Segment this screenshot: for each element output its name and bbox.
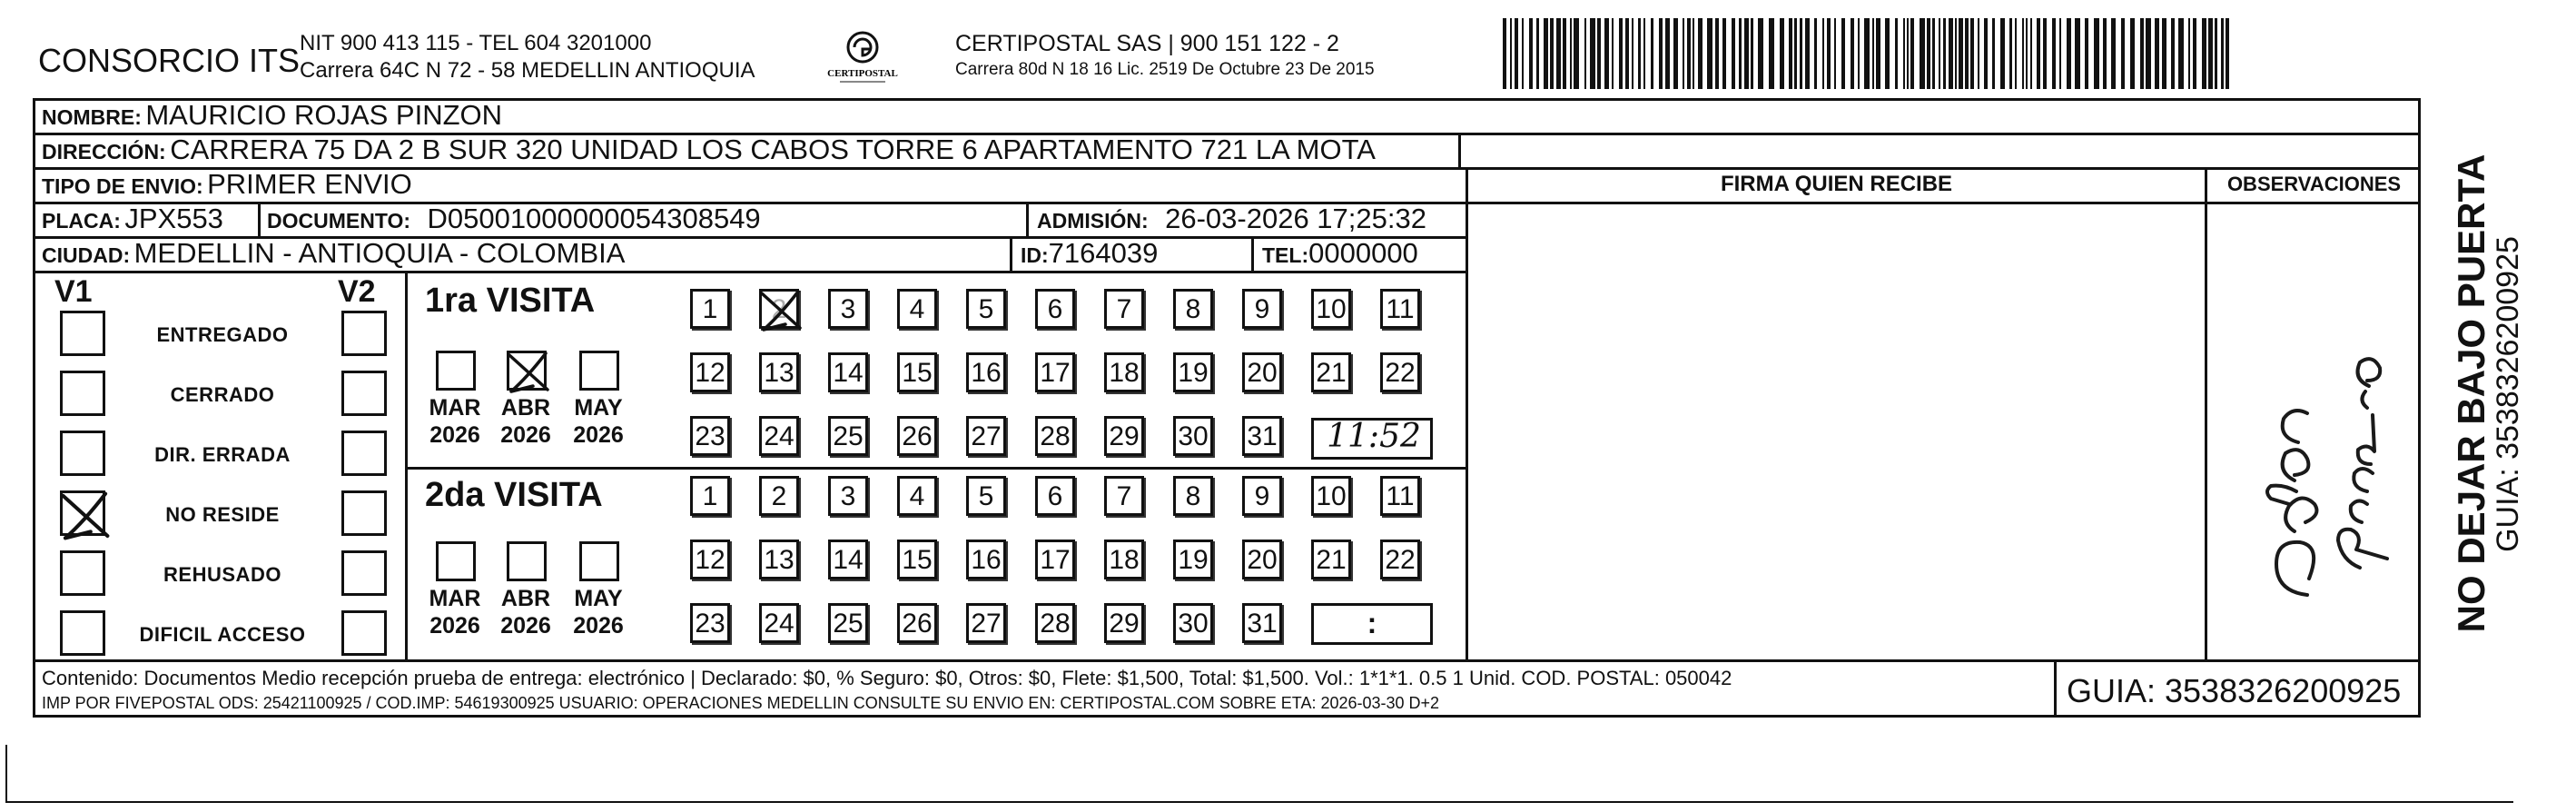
status-label: ENTREGADO <box>156 323 289 346</box>
second-visit-day[interactable]: 20 <box>1242 540 1282 579</box>
barcode-bar <box>1604 18 1609 89</box>
barcode-bar <box>1707 18 1712 89</box>
admision-value: 26-03-2026 17;25:32 <box>1165 203 1426 234</box>
tel-field <box>1262 236 1418 271</box>
status-label: DIR. ERRADA <box>154 443 291 466</box>
second-visit-day[interactable]: 9 <box>1242 476 1282 516</box>
barcode-bar <box>2226 18 2229 89</box>
barcode-bar <box>2111 18 2116 89</box>
first-visit-time: 11:52 <box>1327 418 1421 455</box>
tel-label: TEL: <box>1262 243 1309 267</box>
barcode-bar <box>1529 18 1533 89</box>
second-visit-day[interactable]: 1 <box>690 476 730 516</box>
placa-label: PLACA: <box>42 209 121 233</box>
first-visit-day[interactable]: 6 <box>1035 289 1075 329</box>
tipo-envio-value: PRIMER ENVIO <box>207 168 412 200</box>
first-visit-day[interactable]: 30 <box>1173 416 1213 456</box>
second-visit-month-year: 2026 <box>573 613 624 639</box>
first-visit-month-checkbox[interactable] <box>436 351 476 391</box>
documento-label: DOCUMENTO: <box>267 209 411 233</box>
barcode-bar <box>1722 18 1726 89</box>
second-visit-month-checkbox[interactable] <box>436 541 476 581</box>
barcode-bar <box>2026 18 2028 89</box>
first-visit-day[interactable]: 9 <box>1242 289 1282 329</box>
barcode-bar <box>1544 18 1548 89</box>
first-visit-day[interactable]: 31 <box>1242 416 1282 456</box>
barcode-bar <box>1822 18 1824 89</box>
barcode-bar <box>2094 18 2099 89</box>
admision-field <box>1037 202 1426 236</box>
second-visit-day[interactable]: 26 <box>897 603 937 643</box>
barcode-bar <box>2009 18 2012 89</box>
barcode-bar <box>1612 18 1614 89</box>
barcode-bar <box>1992 18 1995 89</box>
barcode-bar <box>2146 18 2151 89</box>
barcode-bar <box>1834 18 1836 89</box>
v2-checkbox[interactable] <box>341 371 387 416</box>
tel-value: 0000000 <box>1308 237 1418 269</box>
barcode-bar <box>2052 18 2056 89</box>
placa-value: JPX553 <box>124 203 223 234</box>
first-visit-day[interactable]: 4 <box>897 289 937 329</box>
first-visit-month-year: 2026 <box>500 422 551 448</box>
second-visit-time: : <box>1367 607 1377 639</box>
barcode-bar <box>2000 18 2005 89</box>
company-address: Carrera 64C N 72 - 58 MEDELLIN ANTIOQUIA <box>300 58 755 83</box>
observations-area[interactable] <box>2207 204 2421 659</box>
second-visit-month-checkbox[interactable] <box>579 541 619 581</box>
second-visit-day[interactable]: 27 <box>966 603 1006 643</box>
barcode-bar <box>1590 18 1595 89</box>
barcode-bar <box>1920 18 1925 89</box>
first-visit-month-label: MAR <box>429 395 481 421</box>
v2-checkbox[interactable] <box>341 431 387 476</box>
barcode-bar <box>1895 18 1898 89</box>
check-x-icon <box>506 350 551 395</box>
second-visit-month-checkbox[interactable] <box>507 541 547 581</box>
first-visit-day[interactable]: 23 <box>690 416 730 456</box>
barcode-bar <box>2178 18 2184 89</box>
footer-imp: IMP POR FIVEPOSTAL ODS: 25421100925 / COD.IMP: 54619300925 USUARIO: OPERACIONES MEDELLIN CONSULTE SU ENVIO EN: CERTIPOSTAL.COM SOBRE ETA: 2026-03-30 D+2 <box>42 694 1440 712</box>
barcode-bar <box>1780 18 1784 89</box>
observaciones-header: OBSERVACIONES <box>2226 173 2402 195</box>
first-visit-day[interactable]: 19 <box>1173 352 1213 392</box>
first-visit-day[interactable]: 15 <box>897 352 937 392</box>
barcode-bar <box>1984 18 1988 89</box>
barcode-bar <box>1970 18 1974 89</box>
first-visit-title: 1ra VISITA <box>425 282 596 320</box>
barcode-bar <box>1827 18 1831 89</box>
second-visit-day[interactable]: 7 <box>1104 476 1144 516</box>
second-visit-day[interactable]: 19 <box>1173 540 1213 579</box>
barcode-bar <box>1744 18 1749 89</box>
first-visit-day[interactable]: 27 <box>966 416 1006 456</box>
firma-header: FIRMA QUIEN RECIBE <box>1720 172 1953 196</box>
barcode-bar <box>1673 18 1678 89</box>
first-visit-month-checkbox[interactable] <box>507 351 547 391</box>
second-visit-month-label: ABR <box>500 586 551 611</box>
barcode-bar <box>1978 18 1979 89</box>
courier-name: CERTIPOSTAL SAS | 900 151 122 - 2 <box>955 31 1339 56</box>
barcode-bar <box>2215 18 2217 89</box>
v2-header: V2 <box>338 274 376 309</box>
barcode-bar <box>2067 18 2071 89</box>
first-visit-day[interactable]: 28 <box>1035 416 1075 456</box>
first-visit-day[interactable]: 29 <box>1104 416 1144 456</box>
barcode-bar <box>1927 18 1930 89</box>
second-visit-day[interactable]: 18 <box>1104 540 1144 579</box>
guia-vertical: GUIA: 3538326200925 <box>2491 236 2525 552</box>
first-visit-day[interactable]: 5 <box>966 289 1006 329</box>
ciudad-value: MEDELLIN - ANTIOQUIA - COLOMBIA <box>133 237 626 269</box>
barcode-bar <box>2208 18 2213 89</box>
barcode-bar <box>1503 18 1506 89</box>
barcode-bar <box>1758 18 1763 89</box>
second-visit-day[interactable]: 28 <box>1035 603 1075 643</box>
barcode-graphic <box>1503 18 2229 89</box>
scan-edge-left <box>5 745 7 803</box>
barcode-bar <box>2103 18 2107 89</box>
barcode-bar <box>1715 18 1719 89</box>
v1-checkbox[interactable] <box>60 311 105 356</box>
barcode-bar <box>1683 18 1684 89</box>
barcode-bar <box>2030 18 2032 89</box>
barcode-bar <box>2015 18 2017 89</box>
certipostal-logo-icon <box>822 29 903 87</box>
barcode-bar <box>1584 18 1586 89</box>
footer-content: Contenido: Documentos Medio recepción prueba de entrega: electrónico | Declarado: $0, % Seguro: $0, Otros: $0, Flete: $1,500, Total: $1,500. Vol.: 1*1*1. 0.5 1 Unid. COD. POSTAL: 050042 <box>42 667 1732 689</box>
barcode-bar <box>1789 18 1792 89</box>
barcode-bar <box>1643 18 1645 89</box>
second-visit-day[interactable]: 14 <box>828 540 868 579</box>
second-visit-day[interactable]: 24 <box>759 603 799 643</box>
first-visit-day[interactable]: 22 <box>1380 352 1420 392</box>
first-visit-day[interactable]: 20 <box>1242 352 1282 392</box>
barcode-bar <box>1510 18 1512 89</box>
barcode-bar <box>1597 18 1601 89</box>
second-visit-day[interactable]: 23 <box>690 603 730 643</box>
second-visit-month-label: MAY <box>574 586 623 611</box>
barcode-bar <box>2059 18 2061 89</box>
barcode-bar <box>1907 18 1909 89</box>
barcode-bar <box>1841 18 1845 89</box>
v2-checkbox[interactable] <box>341 490 387 536</box>
status-label: NO RESIDE <box>165 503 280 526</box>
barcode-bar <box>1872 18 1874 89</box>
barcode-bar <box>1794 18 1797 89</box>
first-visit-day[interactable]: 3 <box>828 289 868 329</box>
id-field <box>1021 236 1158 271</box>
first-visit-day[interactable]: 8 <box>1173 289 1213 329</box>
v1-checkbox[interactable] <box>60 371 105 416</box>
placa-field <box>42 202 223 236</box>
barcode-bar <box>2043 18 2047 89</box>
barcode-bar <box>2188 18 2190 89</box>
signature-area[interactable] <box>1468 204 2205 659</box>
second-visit-day[interactable]: 17 <box>1035 540 1075 579</box>
barcode-bar <box>1556 18 1561 89</box>
second-visit-day[interactable]: 2 <box>759 476 799 516</box>
first-visit-day[interactable]: 7 <box>1104 289 1144 329</box>
no-dejar-bajo-puerta: NO DEJAR BAJO PUERTA <box>2450 153 2492 633</box>
barcode-bar <box>1955 18 1957 89</box>
second-visit-day[interactable]: 6 <box>1035 476 1075 516</box>
second-visit-day[interactable]: 29 <box>1104 603 1144 643</box>
nombre-value: MAURICIO ROJAS PINZON <box>145 99 503 131</box>
barcode-bar <box>1563 18 1566 89</box>
scan-edge <box>7 801 2513 803</box>
documento-field <box>267 202 761 236</box>
second-visit-month-year: 2026 <box>429 613 480 639</box>
barcode-bar <box>1574 18 1579 89</box>
barcode-bar <box>1739 18 1742 89</box>
v1-checkbox[interactable] <box>60 490 105 536</box>
barcode <box>1503 18 2229 89</box>
barcode-bar <box>1910 18 1914 89</box>
admision-label: ADMISIÓN: <box>1037 209 1149 233</box>
courier-address: Carrera 80d N 18 16 Lic. 2519 De Octubre 23 De 2015 <box>955 60 1375 79</box>
barcode-bar <box>1885 18 1890 89</box>
barcode-bar <box>1903 18 1905 89</box>
barcode-bar <box>1814 18 1817 89</box>
second-visit-day[interactable]: 31 <box>1242 603 1282 643</box>
barcode-bar <box>2130 18 2135 89</box>
first-visit-day[interactable]: 25 <box>828 416 868 456</box>
second-visit-day[interactable]: 8 <box>1173 476 1213 516</box>
second-visit-day[interactable]: 25 <box>828 603 868 643</box>
barcode-bar <box>2193 18 2196 89</box>
ciudad-field <box>42 236 625 271</box>
v2-checkbox[interactable] <box>341 550 387 596</box>
v1-checkbox[interactable] <box>60 610 105 656</box>
second-visit-day[interactable]: 3 <box>828 476 868 516</box>
barcode-bar <box>1550 18 1554 89</box>
second-visit-day[interactable]: 30 <box>1173 603 1213 643</box>
tipo-envio-field <box>42 167 412 202</box>
barcode-bar <box>1515 18 1518 89</box>
first-visit-day[interactable]: 11 <box>1380 289 1420 329</box>
barcode-bar <box>1570 18 1572 89</box>
barcode-bar <box>1638 18 1641 89</box>
nombre-label: NOMBRE: <box>42 105 142 129</box>
second-visit-day[interactable]: 4 <box>897 476 937 516</box>
barcode-bar <box>1522 18 1524 89</box>
courier-logo <box>822 29 903 87</box>
barcode-bar <box>1632 18 1633 89</box>
ciudad-label: CIUDAD: <box>42 243 131 267</box>
barcode-bar <box>1876 18 1880 89</box>
v1-checkbox[interactable] <box>60 550 105 596</box>
barcode-bar <box>1659 18 1663 89</box>
barcode-bar <box>1732 18 1735 89</box>
first-visit-day[interactable]: 13 <box>759 352 799 392</box>
first-visit-month-label: ABR <box>500 395 551 421</box>
barcode-bar <box>1943 18 1946 89</box>
barcode-bar <box>2202 18 2206 89</box>
second-visit-day[interactable]: 12 <box>690 540 730 579</box>
direccion-label: DIRECCIÓN: <box>42 140 166 163</box>
barcode-bar <box>1698 18 1703 89</box>
barcode-bar <box>1965 18 1969 89</box>
first-visit-month-label: MAY <box>574 395 623 421</box>
svg-text:CERTIPOSTAL: CERTIPOSTAL <box>827 68 898 79</box>
status-label: REHUSADO <box>163 563 281 586</box>
barcode-bar <box>1959 18 1963 89</box>
check-x-icon <box>59 490 112 542</box>
second-visit-day[interactable]: 21 <box>1311 540 1351 579</box>
second-visit-title: 2da VISITA <box>425 476 603 514</box>
status-label: CERRADO <box>170 383 275 406</box>
barcode-bar <box>1800 18 1802 89</box>
second-visit-day[interactable]: 22 <box>1380 540 1420 579</box>
company-name: CONSORCIO ITS <box>38 42 301 79</box>
second-visit-day[interactable]: 5 <box>966 476 1006 516</box>
id-value: 7164039 <box>1048 237 1159 269</box>
v2-checkbox[interactable] <box>341 610 387 656</box>
second-visit-day[interactable]: 15 <box>897 540 937 579</box>
v1-checkbox[interactable] <box>60 431 105 476</box>
first-visit-month-year: 2026 <box>573 422 624 448</box>
barcode-bar <box>1769 18 1774 89</box>
barcode-bar <box>1851 18 1854 89</box>
barcode-bar <box>2075 18 2080 89</box>
documento-value: D05001000000054308549 <box>427 203 761 234</box>
barcode-bar <box>2140 18 2144 89</box>
barcode-bar <box>1625 18 1629 89</box>
first-visit-day[interactable]: 18 <box>1104 352 1144 392</box>
first-visit-day[interactable]: 16 <box>966 352 1006 392</box>
second-visit-day[interactable]: 16 <box>966 540 1006 579</box>
v1-header: V1 <box>54 274 93 309</box>
barcode-bar <box>2121 18 2125 89</box>
barcode-bar <box>1805 18 1810 89</box>
barcode-bar <box>2221 18 2224 89</box>
first-visit-day[interactable]: 26 <box>897 416 937 456</box>
footer-guia: GUIA: 3538326200925 <box>2067 672 2402 709</box>
second-visit-day[interactable]: 10 <box>1311 476 1351 516</box>
barcode-bar <box>1619 18 1623 89</box>
direccion-value: CARRERA 75 DA 2 B SUR 320 UNIDAD LOS CABOS TORRE 6 APARTAMENTO 721 LA MOTA <box>170 134 1376 165</box>
second-visit-day[interactable]: 13 <box>759 540 799 579</box>
barcode-bar <box>1751 18 1753 89</box>
barcode-bar <box>2037 18 2040 89</box>
barcode-bar <box>1949 18 1953 89</box>
first-visit-day[interactable]: 21 <box>1311 352 1351 392</box>
second-visit-month-year: 2026 <box>500 613 551 639</box>
barcode-bar <box>1687 18 1691 89</box>
first-visit-month-year: 2026 <box>429 422 480 448</box>
first-visit-day[interactable]: 2 <box>759 289 799 329</box>
handwritten-note-icon <box>2207 204 2421 659</box>
barcode-bar <box>2162 18 2166 89</box>
nombre-field <box>42 98 502 133</box>
first-visit-day[interactable]: 14 <box>828 352 868 392</box>
first-visit-day[interactable]: 10 <box>1311 289 1351 329</box>
id-label: ID: <box>1021 243 1049 267</box>
company-nit: NIT 900 413 115 - TEL 604 3201000 <box>300 31 652 55</box>
first-visit-day[interactable]: 24 <box>759 416 799 456</box>
first-visit-day[interactable]: 12 <box>690 352 730 392</box>
barcode-bar <box>1651 18 1653 89</box>
barcode-bar <box>1665 18 1670 89</box>
second-visit-day[interactable]: 11 <box>1380 476 1420 516</box>
barcode-bar <box>1536 18 1539 89</box>
barcode-bar <box>1864 18 1870 89</box>
barcode-bar <box>1939 18 1940 89</box>
first-visit-month-checkbox[interactable] <box>579 351 619 391</box>
barcode-bar <box>2022 18 2024 89</box>
first-visit-day[interactable]: 1 <box>690 289 730 329</box>
second-visit-month-label: MAR <box>429 586 481 611</box>
status-label: DIFICIL ACCESO <box>139 623 306 646</box>
check-x-icon <box>758 288 804 333</box>
direccion-field <box>42 133 1376 167</box>
barcode-bar <box>1932 18 1935 89</box>
barcode-bar <box>2171 18 2175 89</box>
v2-checkbox[interactable] <box>341 311 387 356</box>
side-warning <box>2426 98 2525 718</box>
barcode-bar <box>1858 18 1860 89</box>
barcode-bar <box>2155 18 2159 89</box>
barcode-bar <box>1693 18 1694 89</box>
barcode-bar <box>2085 18 2088 89</box>
first-visit-day[interactable]: 17 <box>1035 352 1075 392</box>
tipo-envio-label: TIPO DE ENVIO: <box>42 174 203 198</box>
